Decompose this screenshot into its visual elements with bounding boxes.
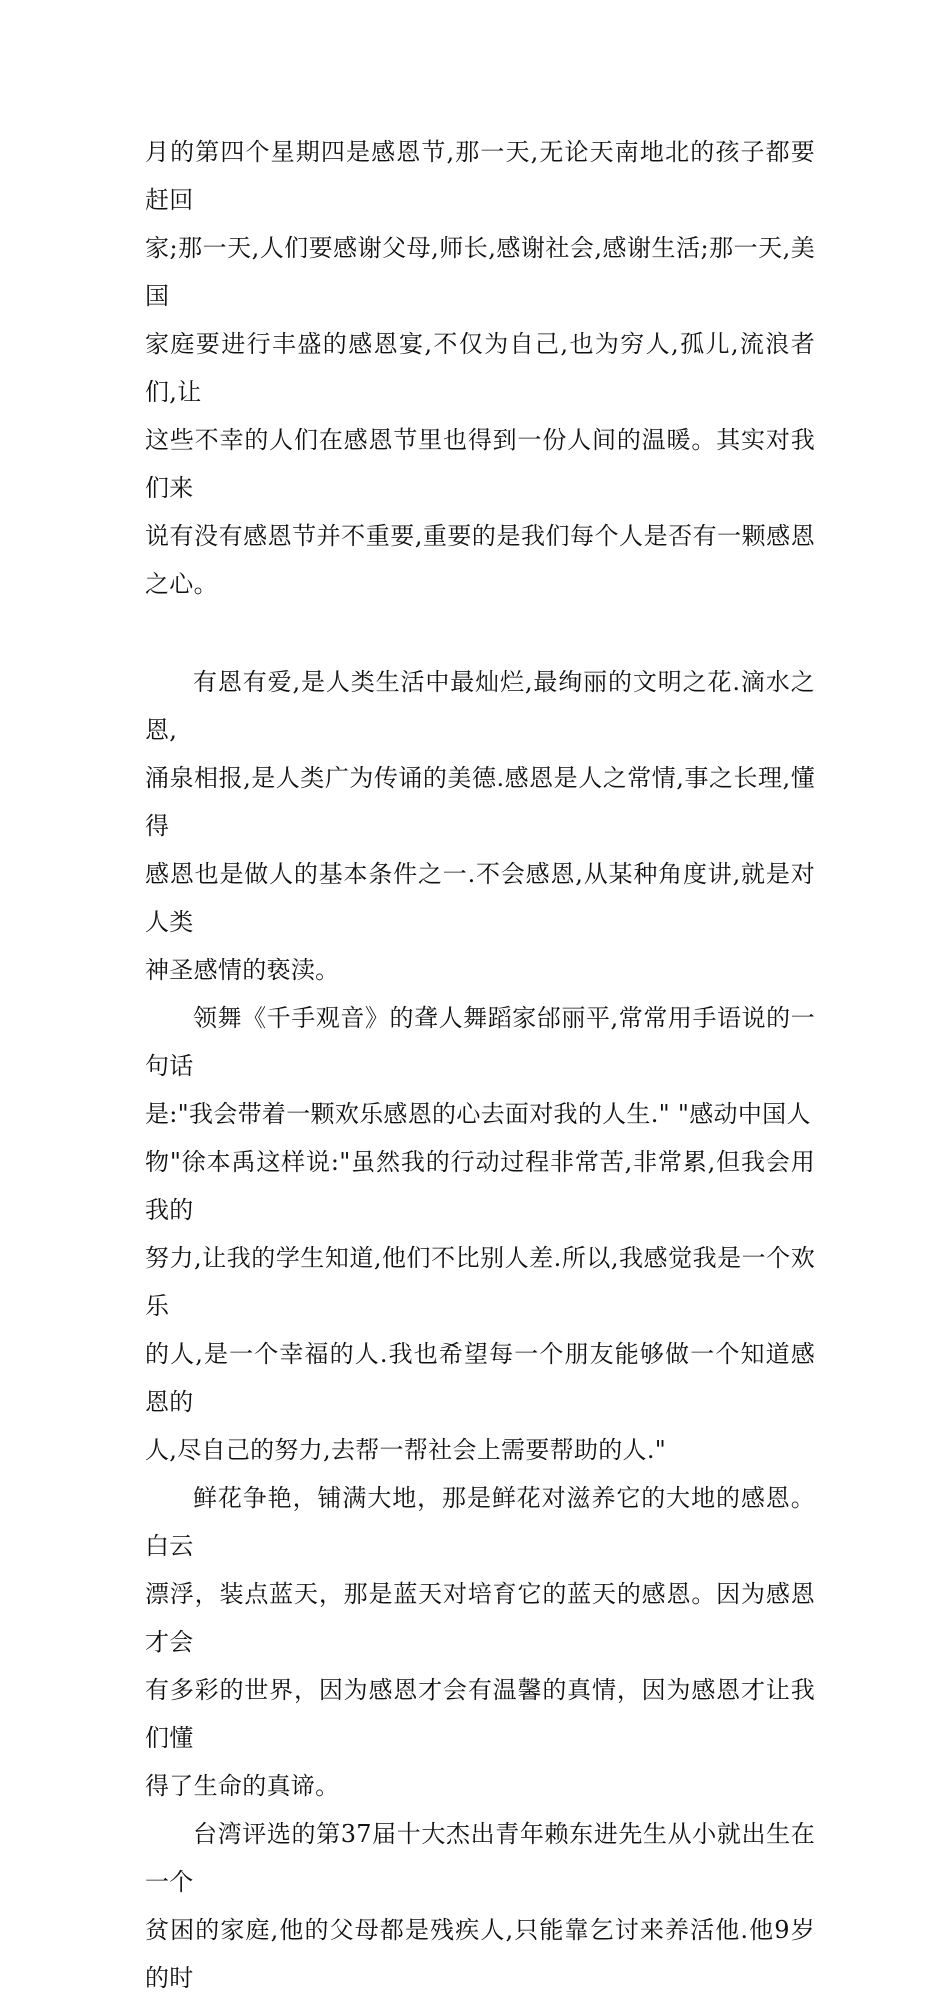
text-line: 的人,是一个幸福的人.我也希望每一个朋友能够做一个知道感恩的 xyxy=(145,1340,815,1416)
paragraph-gratitude-virtue xyxy=(145,658,815,994)
document-body xyxy=(145,128,815,2002)
text-line: 台湾评选的第37届十大杰出青年赖东进先生从小就出生在一个 xyxy=(145,1820,815,1896)
text-line: 有多彩的世界，因为感恩才会有温馨的真情，因为感恩才让我们懂 xyxy=(145,1676,815,1752)
text-line: 家庭要进行丰盛的感恩宴,不仅为自己,也为穷人,孤儿,流浪者们,让 xyxy=(145,330,815,406)
text-line: 努力,让我的学生知道,他们不比别人差.所以,我感觉我是一个欢乐 xyxy=(145,1244,815,1320)
text-line: 贫困的家庭,他的父母都是残疾人,只能靠乞讨来养活他.他9岁的时 xyxy=(145,1916,815,1992)
text-line: 涌泉相报,是人类广为传诵的美德.感恩是人之常情,事之长理,懂得 xyxy=(145,764,815,840)
text-line: 漂浮，装点蓝天，那是蓝天对培育它的蓝天的感恩。因为感恩才会 xyxy=(145,1580,815,1656)
text-line: 家;那一天,人们要感谢父母,师长,感谢社会,感谢生活;那一天,美国 xyxy=(145,234,815,310)
paragraph-thanksgiving xyxy=(145,128,815,608)
text-line: 神圣感情的亵渎。 xyxy=(145,956,340,984)
text-line: 鲜花争艳，铺满大地，那是鲜花对滋养它的大地的感恩。白云 xyxy=(145,1484,815,1560)
text-line: 领舞《千手观音》的聋人舞蹈家邰丽平,常常用手语说的一句话 xyxy=(145,1004,815,1080)
text-line: 物"徐本禹这样说:"虽然我的行动过程非常苦,非常累,但我会用我的 xyxy=(145,1148,815,1224)
text-line: 得了生命的真谛。 xyxy=(145,1772,340,1800)
text-line: 是:"我会带着一颗欢乐感恩的心去面对我的人生." "感动中国人 xyxy=(145,1100,811,1128)
paragraph-dancer-quote xyxy=(145,994,815,1474)
paragraph-flowers xyxy=(145,1474,815,1810)
text-line: 月的第四个星期四是感恩节,那一天,无论天南地北的孩子都要赶回 xyxy=(145,138,815,214)
paragraph-lai-dongjin xyxy=(145,1810,815,2002)
text-line: 这些不幸的人们在感恩节里也得到一份人间的温暖。其实对我们来 xyxy=(145,426,815,502)
text-line: 感恩也是做人的基本条件之一.不会感恩,从某种角度讲,就是对人类 xyxy=(145,860,815,936)
text-line: 说有没有感恩节并不重要,重要的是我们每个人是否有一颗感恩之心。 xyxy=(145,522,815,598)
text-line: 人,尽自己的努力,去帮一帮社会上需要帮助的人." xyxy=(145,1436,667,1464)
text-line: 有恩有爱,是人类生活中最灿烂,最绚丽的文明之花.滴水之恩, xyxy=(145,668,815,744)
